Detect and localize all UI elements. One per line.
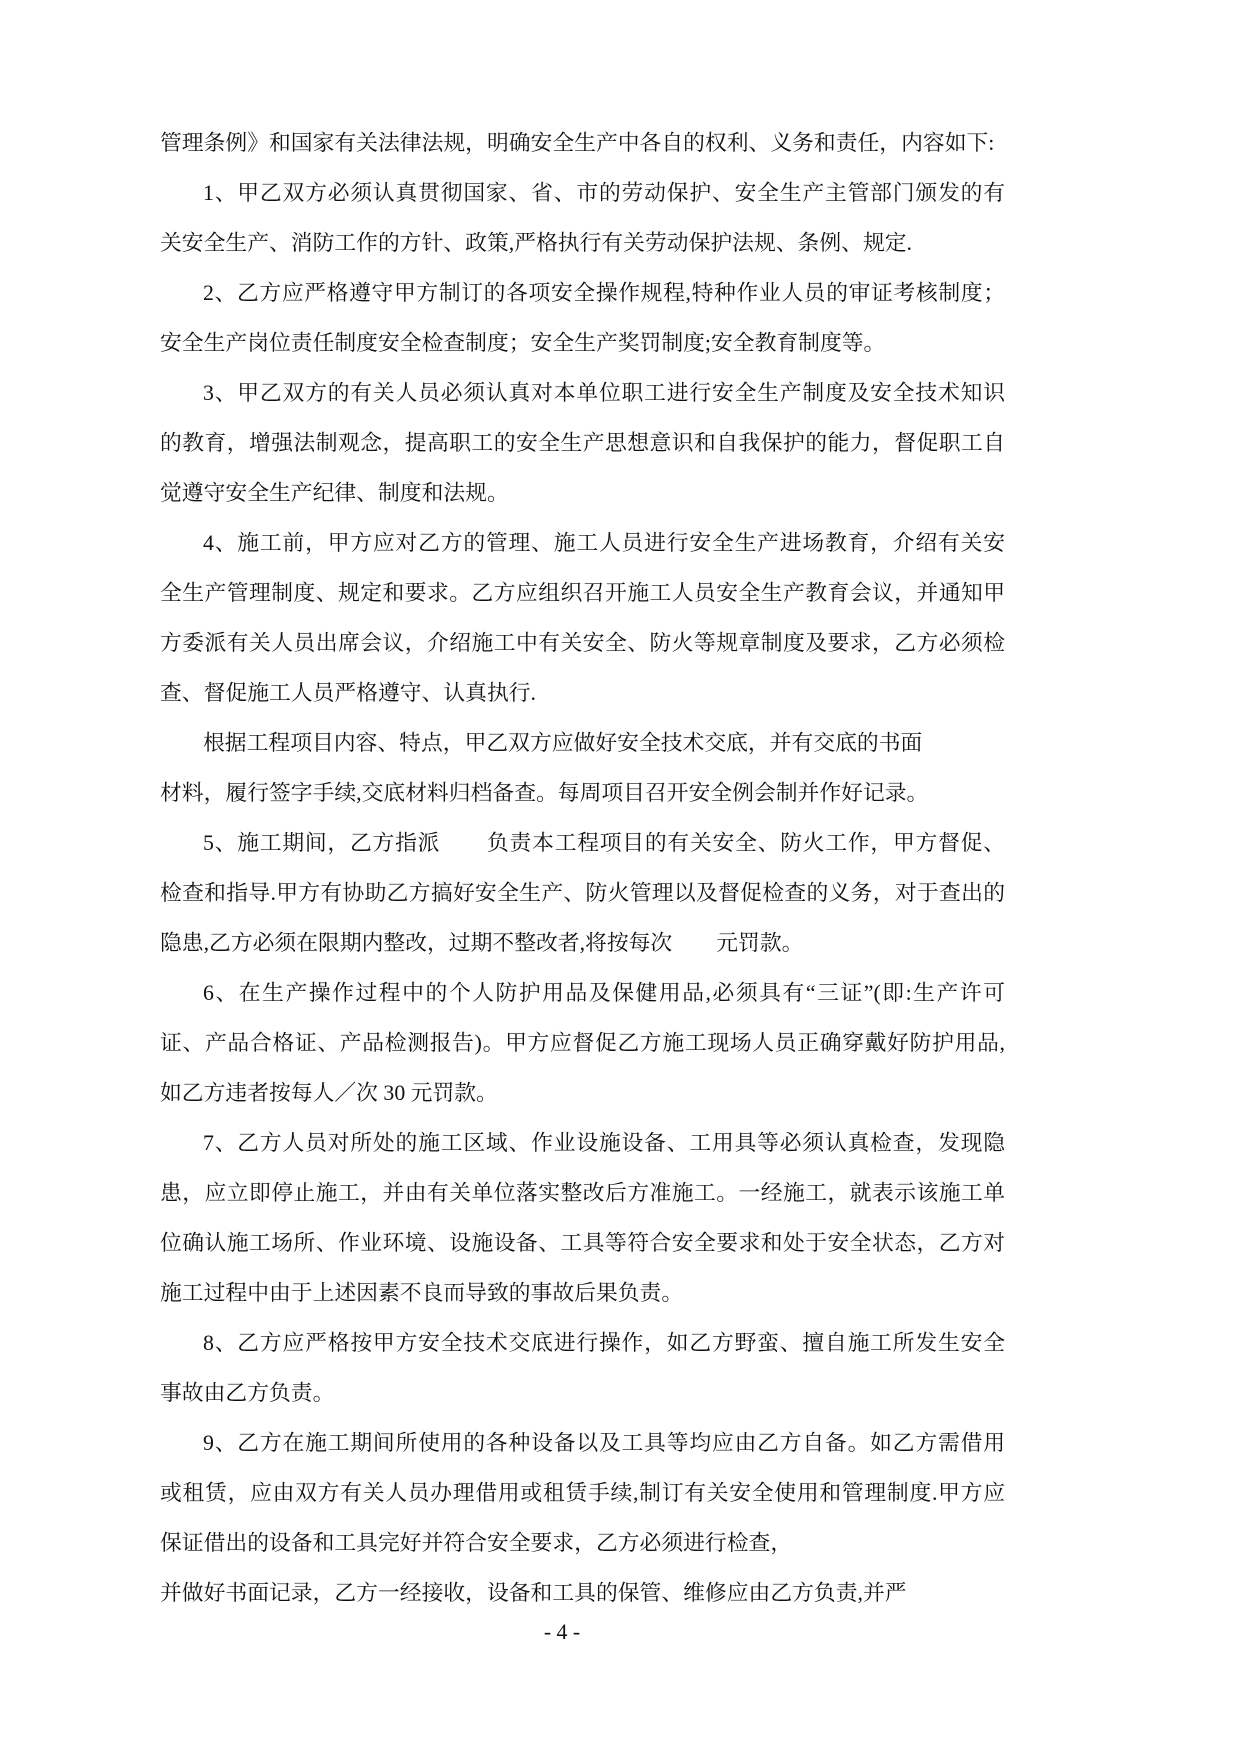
text-line: 事故由乙方负责。 bbox=[160, 1381, 335, 1405]
clause-9-paragraph bbox=[160, 1418, 1005, 1618]
text-line: 患，应立即停止施工，并由有关单位落实整改后方准施工。一经施工，就表示该施工单 bbox=[160, 1181, 1005, 1205]
text-line: 4、施工前，甲方应对乙方的管理、施工人员进行安全生产进场教育，介绍有关安 bbox=[203, 531, 1005, 555]
clause-3-paragraph bbox=[160, 368, 1005, 518]
clause-6-paragraph bbox=[160, 968, 1005, 1118]
text-line: 3、甲乙双方的有关人员必须认真对本单位职工进行安全生产制度及安全技术知识 bbox=[203, 381, 1005, 405]
clause-7-paragraph bbox=[160, 1118, 1005, 1318]
text-line: 安全生产岗位责任制度安全检查制度；安全生产奖罚制度;安全教育制度等。 bbox=[160, 331, 886, 355]
text-line: 或租赁，应由双方有关人员办理借用或租赁手续,制订有关安全使用和管理制度.甲方应 bbox=[160, 1481, 1005, 1505]
text-line bbox=[160, 818, 1005, 868]
text-line: 证、产品合格证、产品检测报告)。甲方应督促乙方施工现场人员正确穿戴好防护用品, bbox=[160, 1031, 1005, 1055]
text-line: 全生产管理制度、规定和要求。乙方应组织召开施工人员安全生产教育会议，并通知甲 bbox=[160, 581, 1005, 605]
text-line: 管理条例》和国家有关法律法规，明确安全生产中各自的权利、义务和责任，内容如下: bbox=[160, 131, 995, 155]
page-number: - 4 - bbox=[543, 1620, 581, 1644]
text-line: 施工过程中由于上述因素不良而导致的事故后果负责。 bbox=[160, 1281, 684, 1305]
text-line: 根据工程项目内容、特点，甲乙双方应做好安全技术交底，并有交底的书面 bbox=[203, 731, 923, 755]
text-segment: 5、施工期间，乙方指派 bbox=[203, 831, 441, 855]
text-line: 1、甲乙双方必须认真贯彻国家、省、市的劳动保护、安全生产主管部门颁发的有 bbox=[203, 181, 1005, 205]
text-line: 检查和指导.甲方有协助乙方搞好安全生产、防火管理以及督促检查的义务，对于查出的 bbox=[160, 881, 1005, 905]
text-line: 材料，履行签字手续,交底材料归档备查。每周项目召开安全例会制并作好记录。 bbox=[160, 781, 929, 805]
text-line: 7、乙方人员对所处的施工区域、作业设施设备、工用具等必须认真检查，发现隐 bbox=[203, 1131, 1005, 1155]
clause-8-paragraph bbox=[160, 1318, 1005, 1418]
text-line: 如乙方违者按每人／次 30 元罚款。 bbox=[160, 1081, 498, 1105]
intro-continuation-paragraph bbox=[160, 118, 1005, 168]
text-line: 觉遵守安全生产纪律、制度和法规。 bbox=[160, 481, 509, 505]
text-line: 9、乙方在施工期间所使用的各种设备以及工具等均应由乙方自备。如乙方需借用 bbox=[203, 1431, 1005, 1455]
text-line: 8、乙方应严格按甲方安全技术交底进行操作，如乙方野蛮、擅自施工所发生安全 bbox=[203, 1331, 1005, 1355]
text-segment: 元罚款。 bbox=[716, 931, 804, 955]
text-line: 2、乙方应严格遵守甲方制订的各项安全操作规程,特种作业人员的审证考核制度； bbox=[203, 281, 1005, 305]
text-segment: 负责本工程项目的有关安全、防火工作，甲方督促、 bbox=[486, 831, 1005, 855]
text-segment: 隐患,乙方必须在限期内整改，过期不整改者,将按每次 bbox=[160, 931, 673, 955]
text-line: 关安全生产、消防工作的方针、政策,严格执行有关劳动保护法规、条例、规定. bbox=[160, 231, 912, 255]
text-line: 的教育，增强法制观念，提高职工的安全生产思想意识和自我保护的能力，督促职工自 bbox=[160, 431, 1005, 455]
blank-field bbox=[672, 949, 716, 950]
text-line: 并做好书面记录，乙方一经接收，设备和工具的保管、维修应由乙方负责,并严 bbox=[160, 1581, 907, 1605]
clause-4-paragraph bbox=[160, 518, 1005, 718]
blank-field bbox=[440, 849, 486, 850]
text-line: 位确认施工场所、作业环境、设施设备、工具等符合安全要求和处于安全状态，乙方对 bbox=[160, 1231, 1005, 1255]
text-line: 方委派有关人员出席会议，介绍施工中有关安全、防火等规章制度及要求，乙方必须检 bbox=[160, 631, 1005, 655]
text-line: 6、在生产操作过程中的个人防护用品及保健用品,必须具有“三证”(即:生产许可 bbox=[203, 981, 1005, 1005]
technical-briefing-paragraph bbox=[160, 718, 1005, 818]
text-line: 查、督促施工人员严格遵守、认真执行. bbox=[160, 681, 536, 705]
clause-5-paragraph bbox=[160, 818, 1005, 968]
clause-1-paragraph bbox=[160, 168, 1005, 268]
text-line: 保证借出的设备和工具完好并符合安全要求，乙方必须进行检查， bbox=[160, 1531, 793, 1555]
clause-2-paragraph bbox=[160, 268, 1005, 368]
document-body bbox=[160, 118, 1005, 1618]
text-line bbox=[160, 918, 1005, 968]
